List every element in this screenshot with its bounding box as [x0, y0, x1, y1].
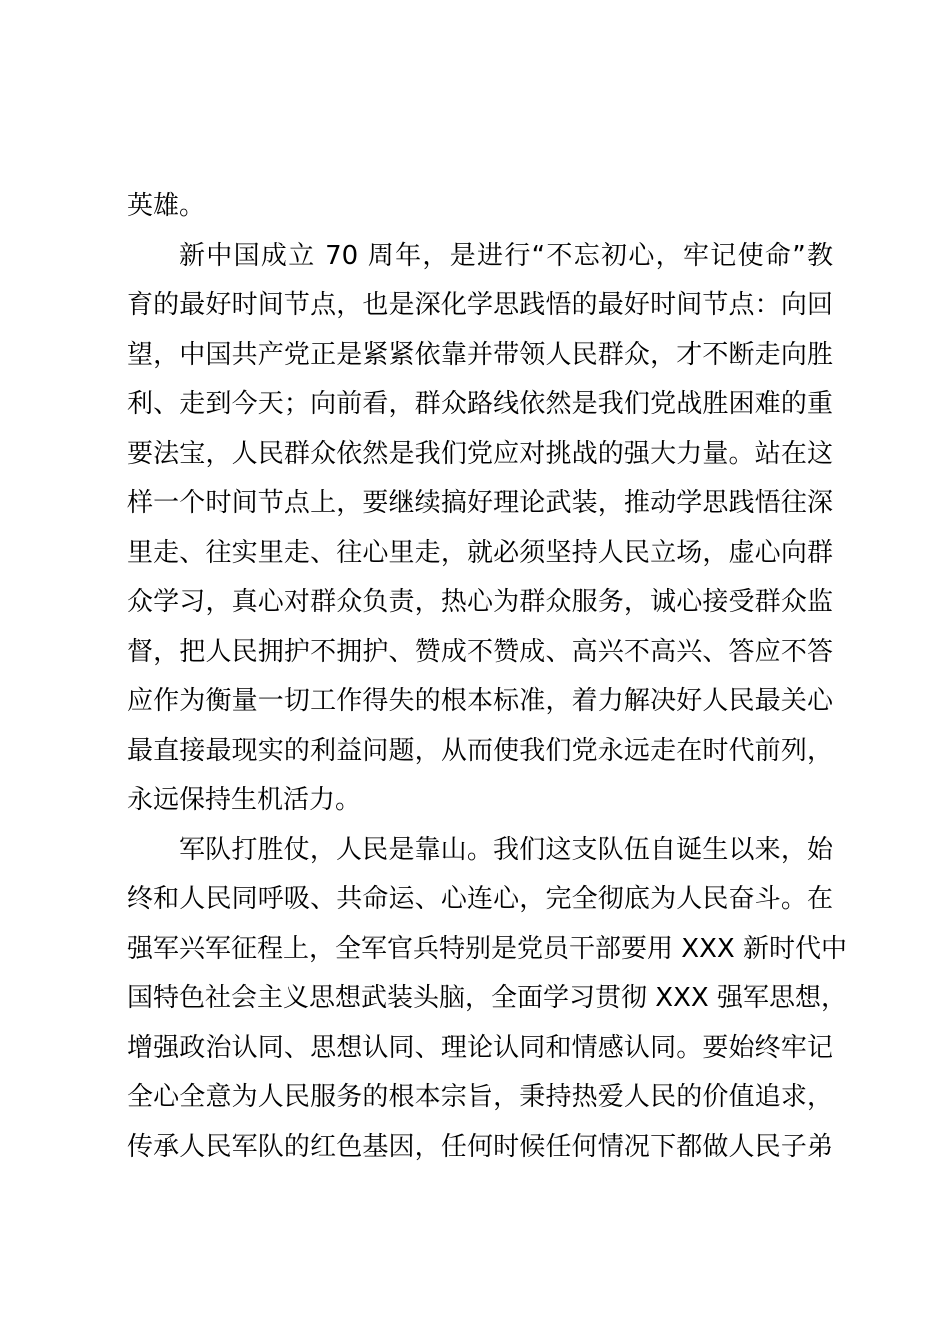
text-line: 军队打胜仗，人民是靠山。我们这支队伍自诞生以来，始: [179, 834, 833, 865]
text-line: 督，把人民拥护不拥护、赞成不赞成、高兴不高兴、答应不答: [127, 636, 833, 667]
text-line: 应作为衡量一切工作得失的根本标准，着力解决好人民最关心: [127, 686, 833, 716]
body-text: [127, 182, 847, 1172]
text-line: 英雄。: [127, 191, 206, 221]
text-line: 育的最好时间节点，也是深化学思践悟的最好时间节点：向回: [127, 290, 833, 320]
text-line: 永远保持生机活力。: [127, 785, 362, 815]
text-line: 增强政治认同、思想认同、理论认同和情感认同。要始终牢记: [127, 1032, 833, 1063]
text-line: 国特色社会主义思想武装头脑，全面学习贯彻 XXX 强军思想，: [127, 983, 847, 1013]
text-line: 望，中国共产党正是紧紧依靠并带领人民群众，才不断走向胜: [127, 339, 833, 370]
text-line: 要法宝，人民群众依然是我们党应对挑战的强大力量。站在这: [127, 438, 833, 469]
text-line: 里走、往实里走、往心里走，就必须坚持人民立场，虚心向群: [127, 537, 833, 568]
text-line: 终和人民同呼吸、共命运、心连心，完全彻底为人民奋斗。在: [127, 884, 833, 914]
text-line: 全心全意为人民服务的根本宗旨，秉持热爱人民的价值追求，: [127, 1082, 833, 1112]
text-line: 最直接最现实的利益问题，从而使我们党永远走在时代前列，: [127, 735, 833, 766]
text-line: 传承人民军队的红色基因，任何时候任何情况下都做人民子弟: [127, 1131, 833, 1162]
text-line: 众学习，真心对群众负责，热心为群众服务，诚心接受群众监: [127, 587, 833, 617]
text-line: 强军兴军征程上，全军官兵特别是党员干部要用 XXX 新时代中: [127, 933, 847, 964]
text-line: 样一个时间节点上，要继续搞好理论武装，推动学思践悟往深: [127, 488, 833, 518]
text-line: 利、走到今天；向前看，群众路线依然是我们党战胜困难的重: [127, 389, 833, 419]
text-line: 新中国成立 70 周年，是进行“不忘初心，牢记使命”教: [179, 240, 833, 271]
